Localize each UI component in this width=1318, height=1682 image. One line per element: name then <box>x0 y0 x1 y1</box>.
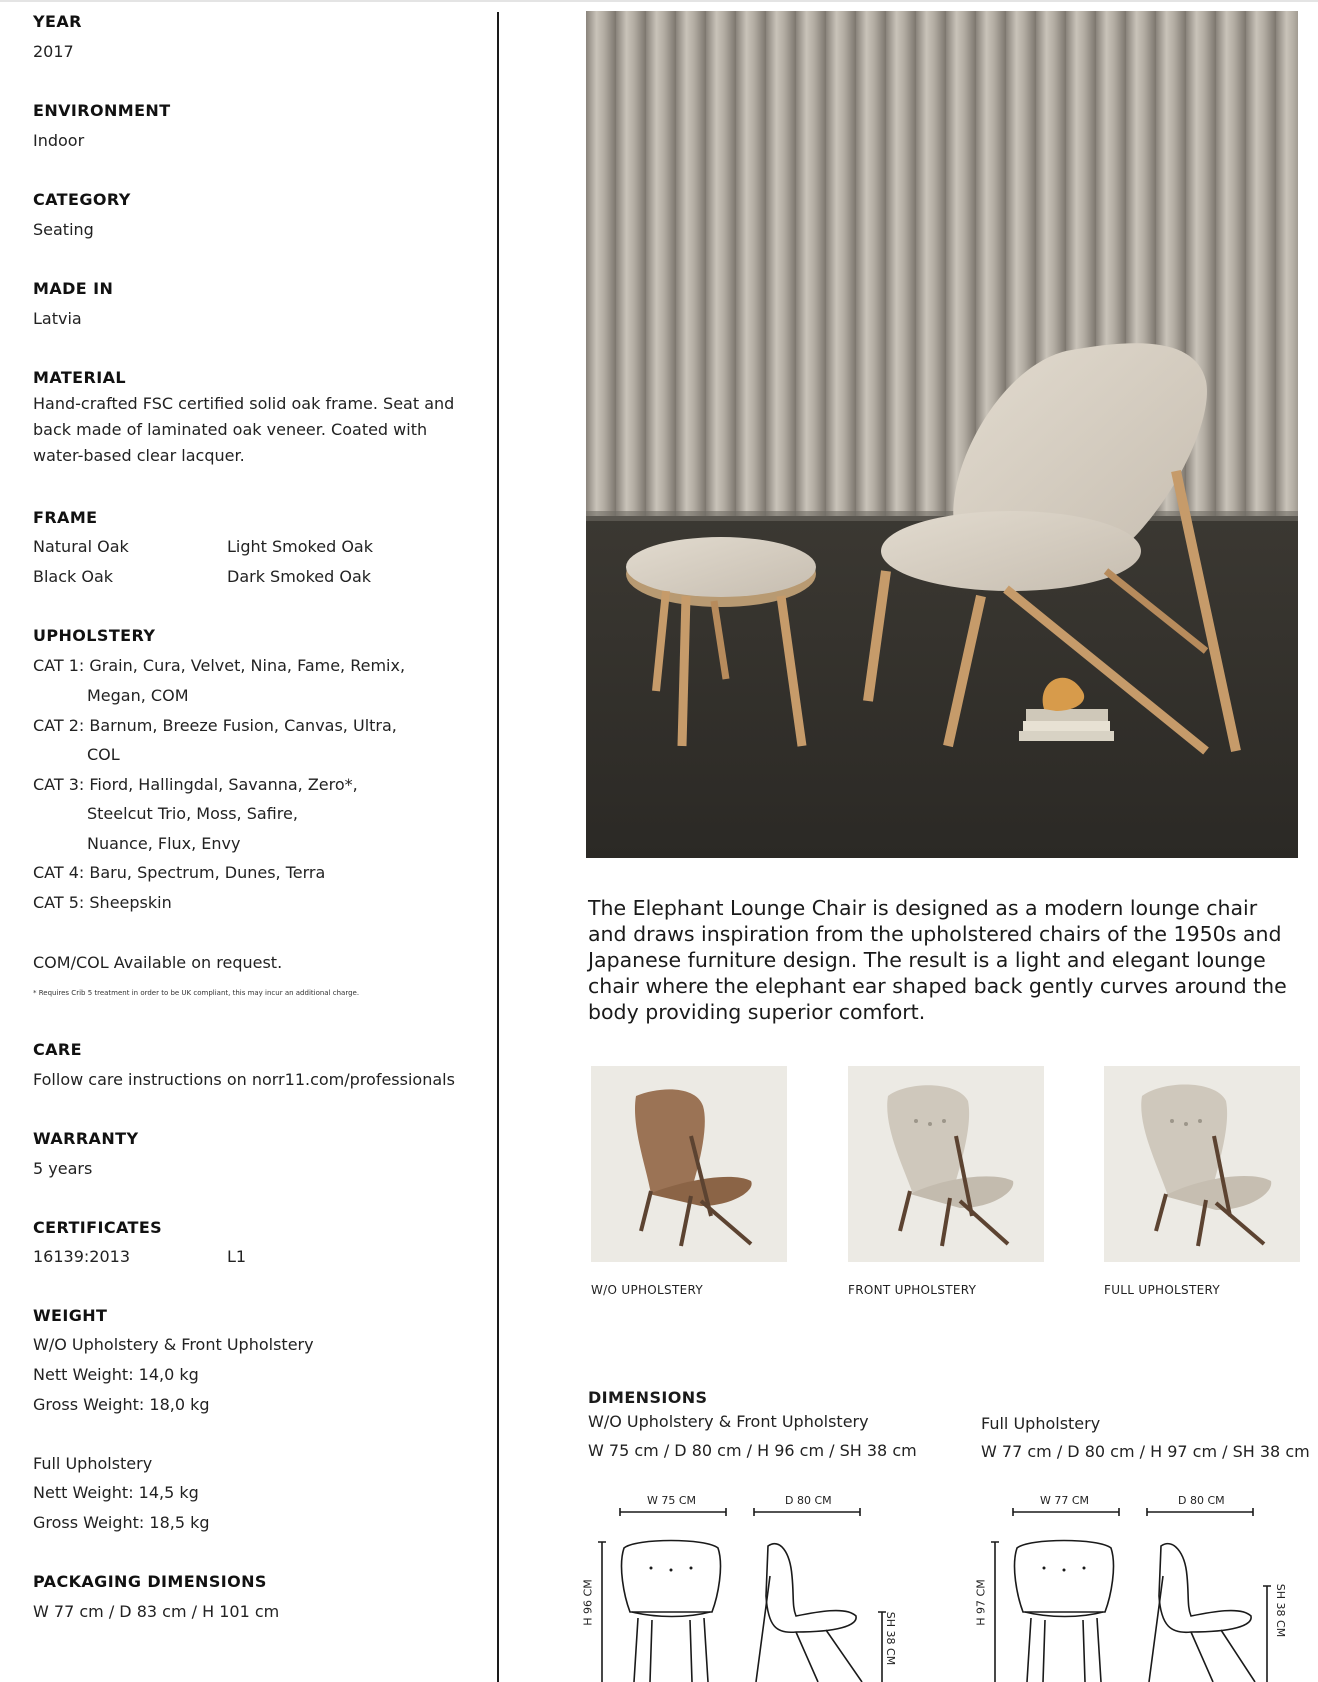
variant-image-front-upholstery <box>848 1066 1044 1262</box>
width-dimension-label: W 77 CM <box>1040 1494 1090 1507</box>
weight-line: Nett Weight: 14,5 kg <box>33 1483 199 1502</box>
chair-front-upholstery-icon <box>848 1066 1044 1262</box>
variant-caption: FULL UPHOLSTERY <box>1104 1283 1220 1297</box>
environment-value: Indoor <box>33 131 85 150</box>
weight-line: Gross Weight: 18,0 kg <box>33 1395 210 1414</box>
upholstery-line: CAT 4: Baru, Spectrum, Dunes, Terra <box>33 863 326 882</box>
upholstery-footnote: * Requires Crib 5 treatment in order to be UK compliant, this may incur an additional charge. <box>33 989 360 997</box>
category-label: CATEGORY <box>33 190 131 209</box>
year-label: YEAR <box>33 12 82 31</box>
upholstery-line: CAT 1: Grain, Cura, Velvet, Nina, Fame, Remix, <box>33 656 406 675</box>
weight-line: Gross Weight: 18,5 kg <box>33 1513 210 1532</box>
seat-height-dimension-label: SH 38 CM <box>884 1611 898 1666</box>
made-in-value: Latvia <box>33 309 82 328</box>
frame-option: Dark Smoked Oak <box>227 567 372 586</box>
category-value: Seating <box>33 220 94 239</box>
depth-dimension-label: D 80 CM <box>1178 1494 1225 1507</box>
dimensions-group-text: W 75 cm / D 80 cm / H 96 cm / SH 38 cm <box>588 1441 917 1460</box>
warranty-label: WARRANTY <box>33 1129 139 1148</box>
upholstery-line: CAT 5: Sheepskin <box>33 893 172 912</box>
dimension-drawing-full-upholstery <box>989 1506 1279 1682</box>
frame-option: Natural Oak <box>33 537 129 556</box>
upholstery-line: COL <box>87 745 120 764</box>
packaging-label: PACKAGING DIMENSIONS <box>33 1572 267 1591</box>
weight-line: Full Upholstery <box>33 1454 153 1473</box>
column-divider <box>497 12 499 1682</box>
care-value: Follow care instructions on norr11.com/professionals <box>33 1070 455 1089</box>
year-value: 2017 <box>33 42 74 61</box>
material-label: MATERIAL <box>33 368 126 387</box>
packaging-value: W 77 cm / D 83 cm / H 101 cm <box>33 1602 280 1621</box>
dimensions-group-title: W/O Upholstery & Front Upholstery <box>588 1412 869 1431</box>
chair-wood-icon <box>591 1066 787 1262</box>
depth-dimension-label: D 80 CM <box>785 1494 832 1507</box>
made-in-label: MADE IN <box>33 279 114 298</box>
top-rule <box>0 0 1318 2</box>
upholstery-line: Megan, COM <box>87 686 189 705</box>
dimensions-group-text: W 77 cm / D 80 cm / H 97 cm / SH 38 cm <box>981 1442 1310 1461</box>
variant-image-no-upholstery <box>591 1066 787 1262</box>
width-dimension-label: W 75 CM <box>647 1494 697 1507</box>
upholstery-line: CAT 3: Fiord, Hallingdal, Savanna, Zero*, <box>33 775 358 794</box>
certificate-value: 16139:2013 <box>33 1247 131 1266</box>
seat-height-dimension-label: SH 38 CM <box>1274 1583 1288 1638</box>
upholstery-note: COM/COL Available on request. <box>33 953 283 972</box>
dimension-drawing-standard <box>596 1506 888 1682</box>
variant-caption: FRONT UPHOLSTERY <box>848 1283 977 1297</box>
height-dimension-label: H 97 CM <box>974 1579 988 1626</box>
weight-line: W/O Upholstery & Front Upholstery <box>33 1335 314 1354</box>
environment-label: ENVIRONMENT <box>33 101 171 120</box>
height-dimension-label: H 96 CM <box>581 1579 595 1626</box>
upholstery-line: CAT 2: Barnum, Breeze Fusion, Canvas, Ultra, <box>33 716 397 735</box>
chair-full-upholstery-icon <box>1104 1066 1300 1262</box>
upholstery-line: Steelcut Trio, Moss, Safire, <box>87 804 298 823</box>
care-label: CARE <box>33 1040 82 1059</box>
frame-option: Light Smoked Oak <box>227 537 373 556</box>
variant-image-full-upholstery <box>1104 1066 1300 1262</box>
hero-photo <box>586 11 1298 858</box>
upholstery-line: Nuance, Flux, Envy <box>87 834 241 853</box>
frame-option: Black Oak <box>33 567 114 586</box>
warranty-value: 5 years <box>33 1159 93 1178</box>
dimensions-group-title: Full Upholstery <box>981 1414 1101 1433</box>
certificates-label: CERTIFICATES <box>33 1218 163 1237</box>
material-value: Hand-crafted FSC certified solid oak frame. Seat and back made of laminated oak veneer. Coated with water-based clear lacquer. <box>33 394 455 465</box>
frame-label: FRAME <box>33 508 98 527</box>
variant-caption: W/O UPHOLSTERY <box>591 1283 703 1297</box>
lounge-chair-scene <box>586 11 1298 858</box>
product-description: The Elephant Lounge Chair is designed as a modern lounge chair and draws inspiration from the upholstered chairs of the 1950s and Japanese furniture design. The result is a light and elegant lounge chair where the elephant ear shaped back gently curves around the body providing superior comfort. <box>588 896 1287 1024</box>
upholstery-label: UPHOLSTERY <box>33 626 156 645</box>
certificate-value: L1 <box>227 1247 247 1266</box>
weight-line: Nett Weight: 14,0 kg <box>33 1365 199 1384</box>
dimensions-label: DIMENSIONS <box>588 1388 708 1407</box>
weight-label: WEIGHT <box>33 1306 108 1325</box>
